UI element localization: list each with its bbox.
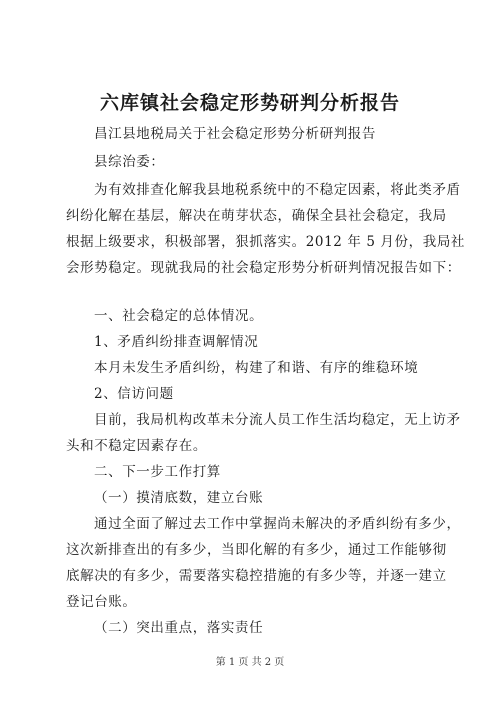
page-footer: 第 1 页 共 2 页 — [215, 657, 285, 668]
paragraph-line: 登记台账。 — [66, 594, 137, 610]
paragraph-line: 为有效排查化解我县地税系统中的不稳定因素，将此类矛盾 — [94, 182, 461, 198]
paragraph-line: 根据上级要求，积极部署，狠抓落实。2012 年 5 月份，我局社 — [66, 234, 466, 250]
document-title: 六库镇社会稳定形势研判分析报告 — [99, 92, 400, 114]
paragraph-line: 这次新排查出的有多少，当即化解的有多少，通过工作能够彻 — [66, 542, 447, 558]
section-heading: 二、下一步工作打算 — [94, 464, 221, 480]
paragraph-line: 底解决的有多少，需要落实稳控措施的有多少等，并逐一建立 — [66, 568, 447, 584]
paragraph-line: 会形势稳定。现就我局的社会稳定形势分析研判情况报告如下： — [66, 260, 461, 276]
paragraph-line: 本月未发生矛盾纠纷，构建了和谐、有序的维稳环境 — [94, 360, 419, 376]
paragraph-line: 纠纷化解在基层，解决在萌芽状态，确保全县社会稳定，我局 — [66, 208, 447, 224]
paragraph-line: 通过全面了解过去工作中掌握尚未解决的矛盾纠纷有多少， — [94, 516, 461, 532]
subsection-heading: 1、矛盾纠纷排查调解情况 — [94, 334, 259, 350]
section-heading: 一、社会稳定的总体情况。 — [94, 308, 264, 324]
paragraph-line: 头和不稳定因素存在。 — [66, 438, 207, 454]
report-heading: 昌江县地税局关于社会稳定形势分析研判报告 — [94, 126, 376, 142]
addressee: 县综治委： — [94, 154, 165, 170]
subsection-heading: （一）摸清底数，建立台账 — [94, 490, 264, 506]
subsection-heading: 2、信访问题 — [94, 386, 174, 402]
subsection-heading: （二）突出重点，落实责任 — [94, 620, 264, 636]
paragraph-line: 目前，我局机构改革未分流人员工作生活均稳定，无上访矛 — [94, 412, 461, 428]
